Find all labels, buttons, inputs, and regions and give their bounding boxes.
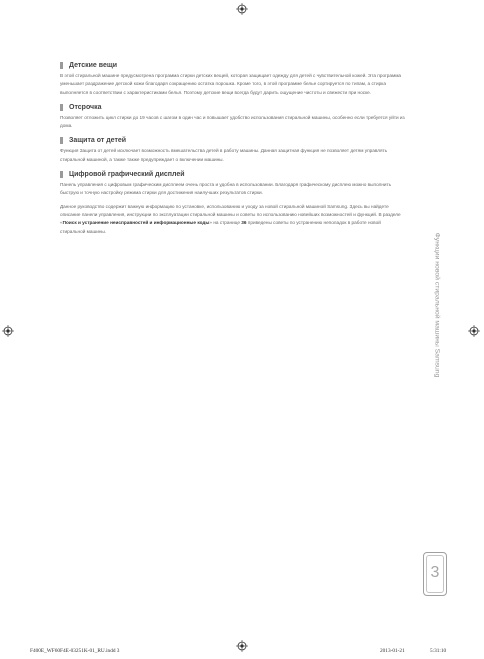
section-paragraph [60,114,405,131]
section-delay [60,104,405,131]
heading-bar-icon [60,62,63,69]
paragraph-text: Панель управления с цифровым графическим дисплеем очень проста и удобна в использовании. Благодаря графическому дисплею можно выполнить быструю и точную настройку режима стирки для достижения наилучших результатов стирки. [60,182,392,196]
footer-time: 5:31:10 [430,648,447,654]
page-number: 3 [430,564,440,581]
section-title: Защита от детей [69,137,127,145]
paragraph-text: Данное руководство содержит важную информацию по установке, использованию и уходу за новой стиральной машиной Samsung. Здесь вы найдете описание панели управления, инструкции по эксплуатации стиральной машины и советы по использованию новейших возможностей и функций. В разделе « [60,203,401,226]
section-paragraph [60,147,405,164]
paragraph-text: Позволяет отложить цикл стирки до 19 часов с шагом в один час и повышает удобство использования стиральной машины, особенно если требуется уйти из дома. [60,114,405,129]
footer-filename: F400E_WF60F4E-03251K-01_RU.indd 3 [30,648,120,654]
registration-mark-left [2,325,14,337]
paragraph-text: В этой стиральной машине предусмотрена программа стирки детских вещей, которая защищает одежду для детей с чувствительной кожей. Эта программа уменьшает раздражение детской кожи благодаря сокращению остатка порошка. Кроме того, в этой программе белье сортируется по типам, а стирка выполняется в соответствии с характеристиками белья. Поэтому детские вещи всегда будут дарить ощущение чистоты и свежести при носке. [60,73,402,95]
heading-bar-icon [60,104,63,111]
section-paragraph [60,181,405,198]
page-content [60,62,405,243]
chapter-title: Функции новой стиральной машины Samsung [433,232,441,378]
print-footer [30,648,450,658]
section-title: Детские вещи [69,62,118,69]
page-reference: 36 [241,220,247,226]
paragraph-text: приведены советы по устранению неполадок в работе новой стиральной машины. [60,220,381,234]
heading-bar-icon [60,137,63,144]
footer-date: 2013-01-21 [380,648,405,654]
section-title: Отсрочка [69,103,102,111]
section-child-lock [60,137,405,164]
section-heading [60,62,405,69]
section-paragraph [60,203,405,236]
troubleshooting-reference: Поиск и устранение неисправностей и информационные коды [62,220,210,226]
heading-bar-icon [60,171,63,178]
section-children-items [60,62,405,97]
section-digital-display [60,171,405,236]
paragraph-text: Функция Защита от детей исключает возможность вмешательства детей в работу машины. Данная защитная функция не позволяет детям управлять стиральной машиной, а также также предупреждает о включении машины. [60,148,388,162]
paragraph-text: » на странице [209,220,242,226]
page-number-box [423,552,447,596]
registration-mark-top [236,3,248,15]
section-title: Цифровой графический дисплей [69,171,185,179]
section-heading [60,104,405,111]
section-paragraph [60,72,405,97]
section-heading [60,137,405,144]
section-heading [60,171,405,178]
side-chapter-label [430,228,444,383]
registration-mark-right [468,325,480,337]
